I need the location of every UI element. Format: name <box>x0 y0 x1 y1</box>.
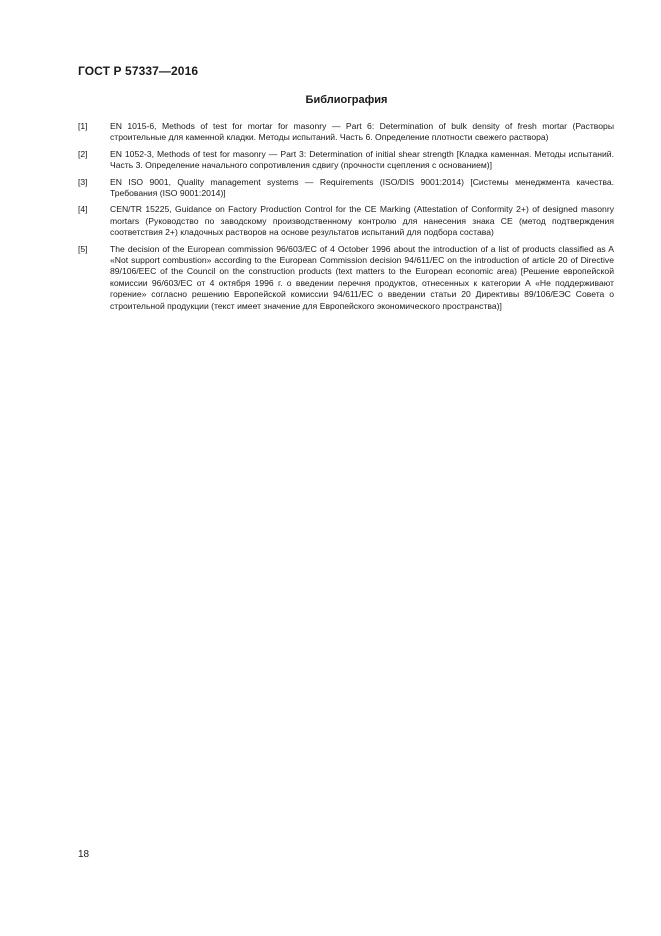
bibliography-list <box>78 121 614 317</box>
document-header: ГОСТ Р 57337—2016 <box>78 64 199 78</box>
entry-text: EN ISO 9001, Quality management systems — Requirements (ISO/DIS 9001:2014) [Системы менеджмента качества. Требования (ISO 9001:2014)] <box>110 176 614 199</box>
entry-text: EN 1015-6, Methods of test for mortar for masonry — Part 6: Determination of bulk density of fresh mortar (Растворы строительные для каменной кладки. Методы испытаний. Часть 6. Определение плотности свежего раствора) <box>110 121 614 143</box>
bibliography-entry <box>78 121 614 144</box>
section-title: Библиография <box>305 94 388 106</box>
entry-text: CEN/TR 15225, Guidance on Factory Production Control for the CE Marking (Attestation of Conformity 2+) of designed masonry mortars (Руководство по заводскому производственному контролю для нанесения знака CE (метод подтверждения соответствия 2+) кладочных растворов на основе результатов испытаний для подбора состава) <box>110 204 614 238</box>
entry-number: [2] <box>78 148 88 159</box>
entry-number: [4] <box>78 204 88 215</box>
bibliography-entry <box>78 177 614 200</box>
entry-number: [5] <box>78 243 88 254</box>
bibliography-entry <box>78 204 614 238</box>
entry-text: The decision of the European commission 96/603/EC of 4 October 1996 about the introduction of a list of products classified as A «Not support combustion» according to the European Commission decision 94/611/EC on the introduction of article 20 of Directive 89/106/EEC of the Council on the construction products (text matters to the European economic area) [Решение европейской комиссии 96/603/EC от 4 октября 1996 г. о введении перечня продуктов, отнесенных к категории А «Не поддерживают горение» согласно решению Европейской комиссии 94/611/EC о введении статьи 20 Директивы 89/106/ЕЭС Совета о строительной продукции (текст имеет значение для Европейского экономического пространства)] <box>110 243 614 311</box>
entry-number: [1] <box>78 121 88 131</box>
entry-text: EN 1052-3, Methods of test for masonry — Part 3: Determination of initial shear strength [Кладка каменная. Методы испытаний. Часть 3. Определение начального сопротивления сдвигу (прочности сцепления с основанием)] <box>110 148 614 171</box>
bibliography-entry <box>78 244 614 312</box>
page-number: 18 <box>78 849 90 860</box>
bibliography-entry <box>78 149 614 172</box>
entry-number: [3] <box>78 176 88 187</box>
